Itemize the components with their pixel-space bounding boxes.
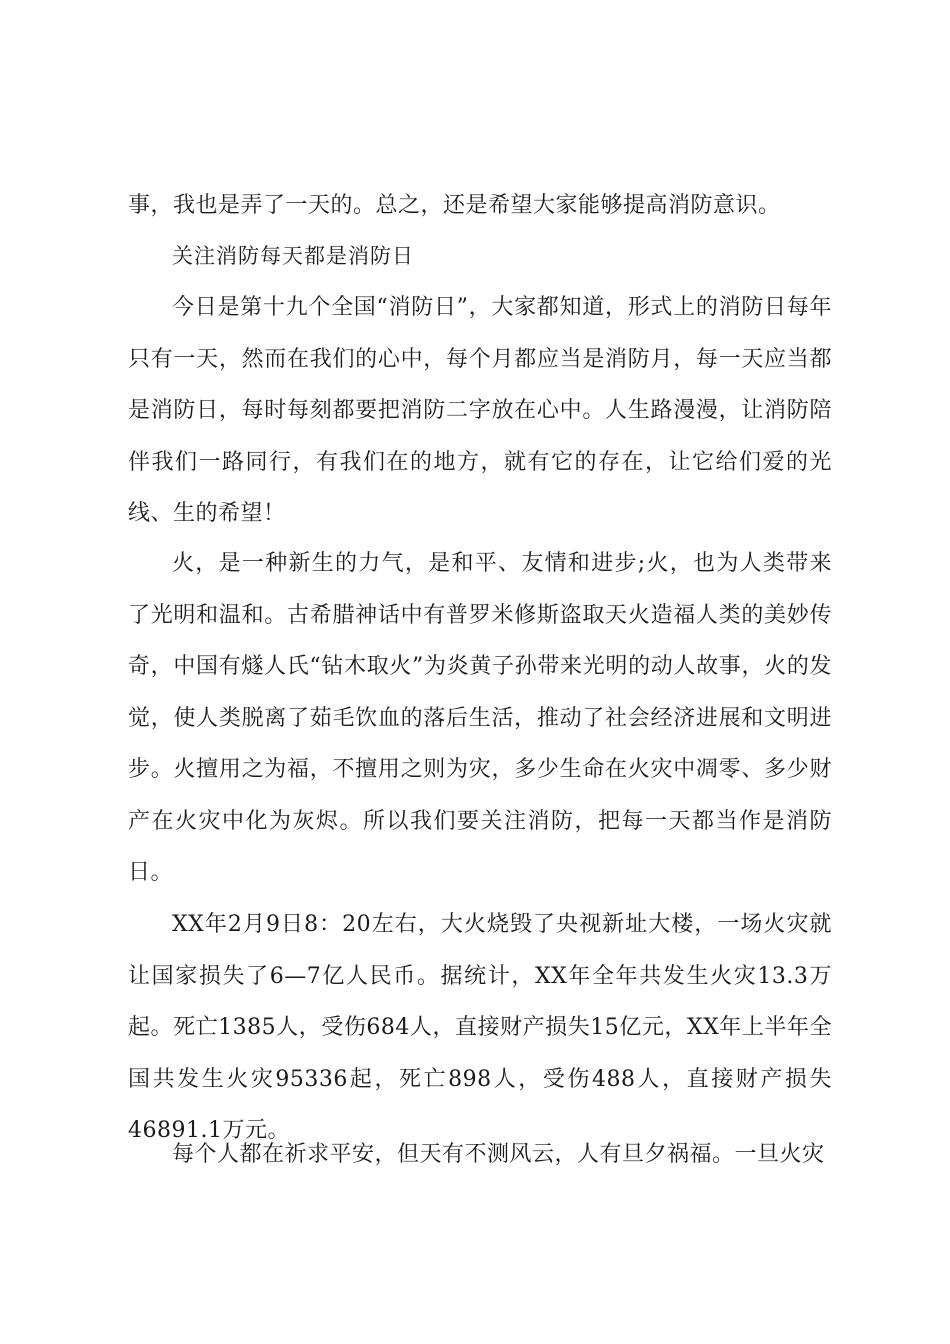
continuation-paragraph: 事，我也是弄了一天的。总之，还是希望大家能够提高消防意识。 (128, 193, 781, 218)
paragraph-2: 火，是一种新生的力气，是和平、友情和进步;火，也为人类带来了光明和温和。古希腊神话中有普罗米修斯盗取天火造福人类的美妙传奇，中国有燧人氏“钻木取火”为炎黄子孙带来光明的动人故事，火的发觉，使人类脱离了茹毛饮血的落后生活，推动了社会经济进展和文明进步。火擅用之为福，不擅用之则为灾，多少生命在火灾中凋零、多少财产在火灾中化为灰烬。所以我们要关注消防，把每一天都当作是消防日。 (128, 551, 832, 885)
section-title: 关注消防每天都是消防日 (172, 244, 414, 268)
paragraph-4: 每个人都在祈求平安，但天有不测风云，人有旦夕祸福。一旦火灾 (172, 1142, 825, 1167)
paragraph-3: XX年2月9日8：20左右，大火烧毁了央视新址大楼，一场火灾就让国家损失了6—7亿人民币。据统计，XX年全年共发生火灾13.3万起。死亡1385人，受伤684人，直接财产损失15亿元，XX年上半年全国共发生火灾95336起，死亡898人，受伤488人，直接财产损失46891.1万元。 (128, 912, 832, 1143)
paragraph-1: 今日是第十九个全国“消防日”，大家都知道，形式上的消防日每年只有一天，然而在我们的心中，每个月都应当是消防月，每一天应当都是消防日，每时每刻都要把消防二字放在心中。人生路漫漫，让消防陪伴我们一路同行，有我们在的地方，就有它的存在，让它给们爱的光线、生的希望！ (128, 295, 832, 526)
